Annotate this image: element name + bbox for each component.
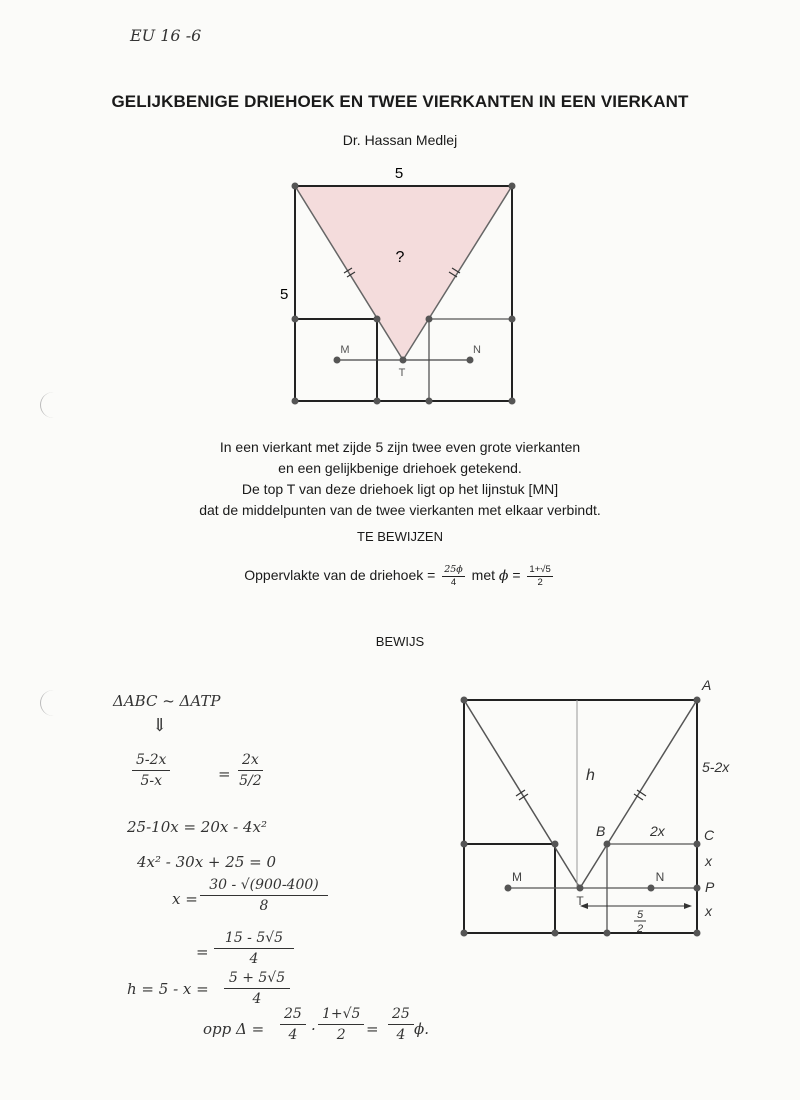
formula-middle: met	[471, 567, 496, 584]
point	[552, 930, 559, 937]
numerator: 25	[280, 1006, 306, 1025]
label-2x: 2x	[650, 823, 665, 839]
proof-heading: BEWIJS	[375, 634, 425, 649]
equation-line: 25-10x = 20x - 4x²	[127, 818, 267, 836]
equation-lhs: opp Δ =	[203, 1020, 265, 1038]
numerator: 5-2x	[132, 752, 170, 771]
formula-prefix: Oppervlakte van de driehoek =	[244, 567, 436, 584]
denominator: 2	[336, 1027, 346, 1043]
numerator: 1+√5	[318, 1006, 364, 1025]
equals: =	[218, 765, 231, 783]
label-m: M	[512, 870, 522, 884]
point	[461, 697, 468, 704]
equation-line: 4x² - 30x + 25 = 0	[137, 853, 277, 871]
similarity-line: ΔABC ~ ΔATP	[113, 692, 221, 710]
denominator: 5-x	[140, 773, 162, 789]
denominator: 4	[252, 991, 262, 1007]
label-p: P	[705, 879, 715, 895]
triangle-side-right	[580, 700, 697, 888]
dot: ·	[311, 1020, 316, 1038]
page-title: GELIJKBENIGE DRIEHOEK EN TWEE VIERKANTEN IN EEN VIERKANT	[111, 92, 689, 111]
point	[552, 841, 559, 848]
numerator: 2x	[238, 752, 263, 771]
arrow-head-right	[684, 903, 692, 909]
to-prove-heading: TE BEWIJZEN	[357, 529, 443, 544]
phi-symbol: ϕ	[498, 568, 509, 585]
description-line: De top T van deze driehoek ligt op het lijnstuk [MN]	[241, 481, 559, 497]
point-t	[577, 885, 584, 892]
label-t: T	[398, 367, 406, 379]
denominator: 4	[249, 951, 259, 967]
fraction-denominator: 4	[450, 577, 457, 588]
label-a: A	[702, 677, 712, 693]
label-5-minus-2x: 5-2x	[702, 759, 730, 775]
point-p	[694, 885, 701, 892]
point	[461, 930, 468, 937]
header-note: EU 16 -6	[130, 26, 202, 45]
description-line: dat de middelpunten van de twee vierkanten met elkaar verbindt.	[199, 502, 601, 518]
fraction-denominator: 2	[537, 577, 543, 588]
implies-arrow: ⇓	[152, 715, 168, 736]
label-x-lower: x	[705, 903, 712, 919]
label-t: T	[576, 894, 584, 908]
point	[461, 841, 468, 848]
label-side-top: 5	[394, 165, 404, 182]
point-c	[694, 841, 701, 848]
point-b	[604, 841, 611, 848]
label-b: B	[596, 823, 606, 839]
point	[604, 930, 611, 937]
label-5-over-2-den: 2	[636, 923, 644, 935]
equals: =	[366, 1020, 379, 1038]
label-x-upper: x	[705, 853, 712, 869]
point-n	[648, 885, 655, 892]
denominator: 4	[396, 1027, 406, 1043]
equation-lhs: h = 5 - x =	[127, 980, 209, 998]
tick-mark	[519, 794, 528, 800]
numerator: 25	[388, 1006, 414, 1025]
label-n: N	[655, 870, 665, 884]
numerator: 15 - 5√5	[214, 930, 294, 949]
formula-equals: =	[512, 567, 521, 584]
label-m: M	[340, 344, 350, 356]
label-side-left: 5	[280, 286, 289, 303]
author: Dr. Hassan Medlej	[342, 132, 458, 148]
numerator: 30 - √(900-400)	[200, 877, 328, 896]
point	[694, 930, 701, 937]
label-c: C	[704, 827, 715, 843]
point-m	[505, 885, 512, 892]
label-question: ?	[395, 249, 405, 266]
fraction-numerator: 1+√5	[529, 564, 551, 575]
phi-tail: ϕ.	[414, 1020, 429, 1038]
denominator: 4	[288, 1027, 298, 1043]
denominator: 5/2	[239, 773, 262, 789]
equation-lhs: x =	[172, 890, 198, 908]
description-line: en een gelijkbenige driehoek getekend.	[278, 460, 522, 476]
description-line: In een vierkant met zijde 5 zijn twee even grote vierkanten	[219, 439, 581, 455]
label-5-over-2-num: 5	[636, 909, 644, 921]
fraction-numerator: 25ϕ	[444, 564, 463, 575]
equation-lhs: =	[196, 943, 209, 961]
label-n: N	[473, 344, 481, 356]
triangle-side-left	[464, 700, 580, 888]
numerator: 5 + 5√5	[224, 970, 290, 989]
point-a	[694, 697, 701, 704]
denominator: 8	[259, 898, 269, 914]
label-h: h	[586, 767, 595, 784]
